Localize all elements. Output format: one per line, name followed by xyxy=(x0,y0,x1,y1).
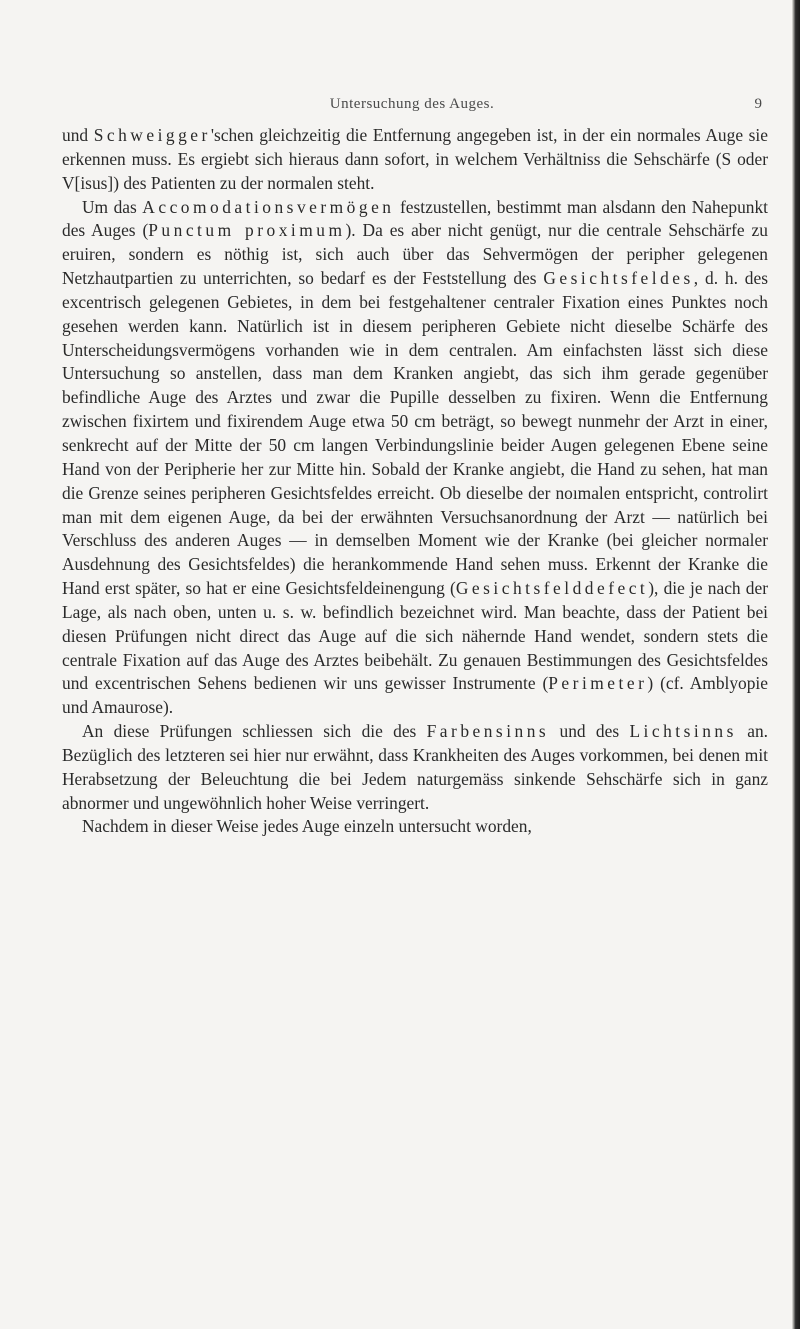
text-run: Nachdem in dieser Weise jedes Auge einzeln untersucht worden, xyxy=(82,816,532,837)
spaced-term: Gesichtsfeldes xyxy=(543,268,694,289)
text-run: und xyxy=(62,125,94,145)
spaced-term: Perimeter xyxy=(548,673,648,694)
page-number: 9 xyxy=(754,96,762,112)
paragraph-4 xyxy=(62,815,768,839)
text-run: ) (cf. Amblyopie und Amaurose). xyxy=(62,673,768,718)
page-edge-shadow xyxy=(792,0,800,1329)
text-run: Um das xyxy=(82,196,143,217)
body-text xyxy=(62,124,768,839)
text-run: An diese Prüfungen schliessen sich die des xyxy=(82,721,427,742)
spaced-term: Punctum proximum xyxy=(148,220,346,241)
text-run: , d. h. des excentrisch gelegenen Gebietes, in dem bei festgehaltener centraler Fixation eines Punktes noch gesehen werden kann. Natürlich ist in diesem peripheren Gebiete nicht dieselbe Schärfe des Unterscheidungsvermögens vorhanden wie in dem centralen. Am einfachsten lässt sich diese Untersuchung so anstellen, dass man dem Kranken angiebt, das sich ihm gerade gegenüber befindliche Auge des Arztes und zwar die Pupille desselben zu fixiren. Wenn die Entfernung zwischen fixirtem und fixirendem Auge etwa 50 cm beträgt, so bewegt nunmehr der Arzt in einer, senkrecht auf der Mitte der 50 cm langen Verbindungslinie beider Augen gelegenen Ebene seine Hand von der Peripherie her zur Mitte hin. Sobald der Kranke angiebt, die Hand zu sehen, hat man die Grenze seines peripheren Gesichtsfeldes erreicht. Ob dieselbe der noımalen entspricht, controlirt man mit dem eigenen Auge, da bei der erwähnten Versuchsanordnung der Arzt — natürlich bei Verschluss des anderen Auges — in demselben Moment wie der Kranke (bei gleicher normaler Ausdehnung des Gesichtsfeldes) die herankommende Hand sehen muss. Erkennt der Kranke die Hand erst später, so hat er eine Gesichtsfeldeinengung ( xyxy=(62,268,768,599)
paragraph-3 xyxy=(62,720,768,815)
running-title: Untersuchung des Auges. xyxy=(329,96,495,112)
spaced-term: Gesichtsfelddefect xyxy=(455,578,649,599)
spaced-term: Schweigger xyxy=(93,125,211,145)
paragraph-1 xyxy=(62,124,768,196)
text-run: an. Bezüglich des letzteren sei hier nur erwähnt, dass Krankheiten des Auges vorkommen, bei denen mit Herabsetzung der Beleuchtung die bei Jedem naturgemäss sinkende Sehschärfe sich in ganz abnormer und ungewöhnlich hoher Weise verringert. xyxy=(62,721,768,813)
spaced-term: Lichtsinns xyxy=(629,721,737,742)
spaced-term: Farbensinns xyxy=(426,721,550,742)
text-run: festzustellen, bestimmt man alsdann den Nahepunkt des Auges ( xyxy=(62,196,769,241)
text-run: 'schen gleichzeitig die Entfernung angegeben ist, in der ein normales Auge sie erkennen muss. Es ergiebt sich hieraus dann sofort, in welchem Verhältniss die Sehschärfe (S oder V[isus]) des Patienten zu der normalen steht. xyxy=(62,125,768,193)
text-run: und des xyxy=(549,721,630,742)
text-run: ), die je nach der Lage, als nach oben, unten u. s. w. befindlich bezeichnet wird. Man beachte, dass der Patient bei diesen Prüfungen nicht direct das Auge auf die sich nähernde Hand wendet, sondern stets die centrale Fixation auf das Auge des Arztes beibehält. Zu genauen Bestimmungen des Gesichtsfeldes und excentrischen Sehens bedienen wir uns gewisser Instrumente ( xyxy=(62,578,769,694)
text-run: ). Da es aber nicht genügt, nur die centrale Sehschärfe zu eruiren, sondern es nöthig ist, sich auch über das Sehvermögen der peripher gelegenen Netzhautpartien zu unterrichten, so bedarf es der Feststellung des xyxy=(62,220,768,289)
paragraph-2 xyxy=(62,196,768,721)
spaced-term: Accomodationsvermögen xyxy=(142,196,395,217)
running-head xyxy=(62,96,762,116)
